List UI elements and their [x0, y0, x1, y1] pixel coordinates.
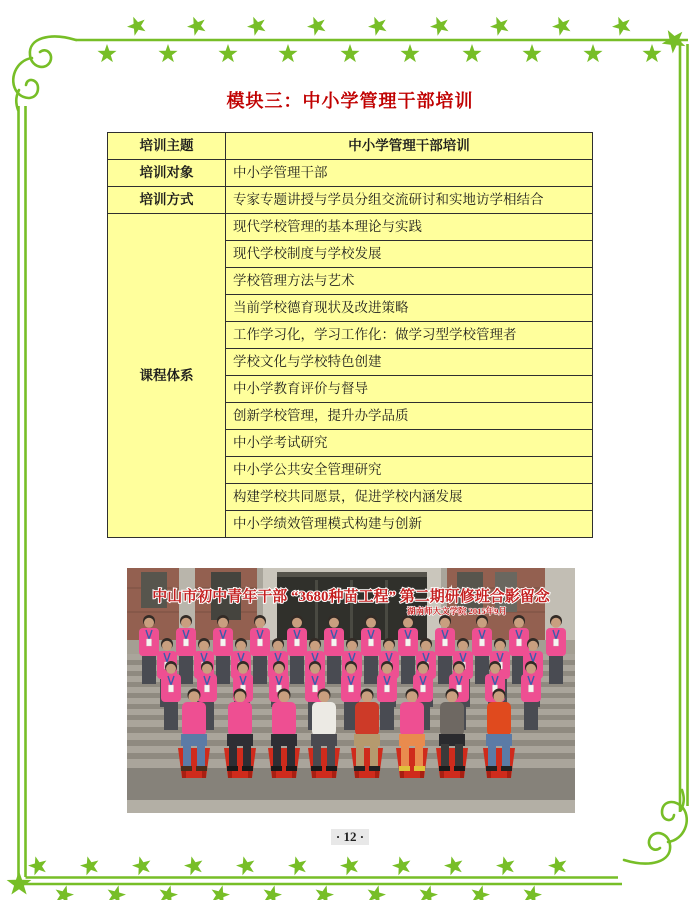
row-value: 中小学管理干部: [226, 160, 593, 187]
course-item: 工作学习化，学习工作化：做学习型学校管理者: [226, 322, 593, 349]
row-value: 中小学管理干部培训: [226, 133, 593, 160]
photo-caption-line1: 中山市初中青年干部 “3680种苗工程” 第二期研修班合影留念: [152, 589, 550, 605]
course-item: 当前学校德育现状及改进策略: [226, 295, 593, 322]
page-number-container: [0, 828, 700, 846]
training-table: [107, 132, 593, 538]
table-row: [108, 133, 593, 160]
course-item: 创新学校管理，提升办学品质: [226, 403, 593, 430]
page-number: · 12 ·: [331, 829, 369, 845]
table-row: [108, 214, 593, 241]
photo-caption-line2: 湖南师大文学院 2015年9月: [407, 606, 507, 616]
table-row: [108, 187, 593, 214]
top-stars: [97, 13, 689, 62]
course-item: 中小学公共安全管理研究: [226, 457, 593, 484]
course-item: 学校管理方法与艺术: [226, 268, 593, 295]
group-photo: [127, 568, 575, 813]
course-item: 现代学校管理的基本理论与实践: [226, 214, 593, 241]
row-label: 培训方式: [108, 187, 226, 214]
corner-ornament-bottom-right: [624, 790, 687, 864]
page-title: 模块三：中小学管理干部培训: [226, 91, 474, 111]
course-item: 中小学考试研究: [226, 430, 593, 457]
row-label: 培训对象: [108, 160, 226, 187]
course-item: 构建学校共同愿景，促进学校内涵发展: [226, 484, 593, 511]
row-label: 培训主题: [108, 133, 226, 160]
course-item: 中小学教育评价与督导: [226, 376, 593, 403]
course-item: 中小学绩效管理模式构建与创新: [226, 511, 593, 538]
course-system-label: 课程体系: [108, 214, 226, 538]
row-value: 专家专题讲授与学员分组交流研讨和实地访学相结合: [226, 187, 593, 214]
table-row: [108, 160, 593, 187]
course-item: 现代学校制度与学校发展: [226, 241, 593, 268]
course-item: 学校文化与学校特色创建: [226, 349, 593, 376]
